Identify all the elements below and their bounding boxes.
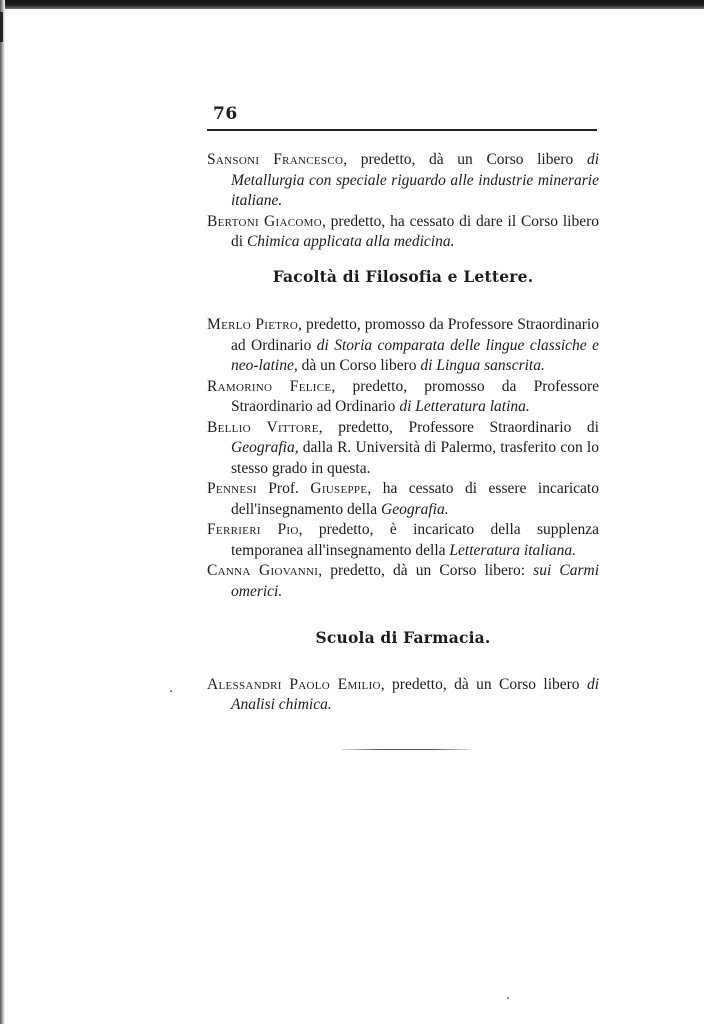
section-heading-pharmacy: Scuola di Farmacia. (315, 628, 491, 647)
entry-text: , predetto, dà un Corso libero (343, 151, 587, 168)
entry-name: Bertoni Giacomo (207, 212, 322, 230)
entry-sansoni (207, 150, 599, 212)
entry-bellio (207, 418, 599, 480)
entry-course-2: di Lingua sanscrita. (420, 357, 545, 374)
entry-course: di Analisi chimica. (231, 675, 599, 713)
entry-name: Pennesi (207, 480, 257, 497)
entry-alessandri (207, 675, 599, 716)
entry-ferrieri (207, 520, 599, 561)
entry-course: sui Carmi omerici. (231, 562, 600, 600)
entry-text: Prof. (256, 480, 311, 497)
section-heading-philosophy: Facoltà di Filosofia e Lettere. (272, 266, 534, 286)
scan-speck (170, 690, 172, 692)
entry-course: Geografia. (381, 500, 449, 518)
scan-top-edge (0, 0, 704, 9)
entry-text-2: dà un Corso libero (297, 357, 421, 374)
scan-binding-mark (0, 12, 3, 42)
entry-ramorino (207, 377, 599, 418)
entry-bertoni (207, 212, 599, 253)
entry-course: Geografia, (231, 439, 299, 456)
entry-name-2: Giuseppe (310, 480, 368, 497)
entry-course: di Metallurgia con speciale riguardo alle industrie minerarie italiane. (231, 151, 599, 209)
entry-course: Letteratura italiana. (449, 541, 577, 559)
entry-name: Bellio Vittore (207, 418, 319, 436)
entry-text: , predetto, promosso da Professore Straordinario ad Ordinario (231, 377, 599, 415)
entry-course: di Letteratura latina. (399, 398, 530, 415)
entry-name: Alessandri Paolo Emilio (207, 675, 381, 693)
entry-text: , predetto, dà un Corso libero (380, 675, 587, 693)
entry-name: Sansoni Francesco (207, 151, 344, 168)
entry-course: Chimica applicata alla medicina. (246, 233, 455, 250)
entry-name: Merlo Pietro (207, 316, 299, 333)
entry-text-2: , ha cessato di essere incaricato dell'insegnamento della (231, 480, 599, 518)
end-rule (342, 749, 470, 750)
entry-text: , predetto, dà un Corso libero: (318, 562, 534, 579)
header-rule (207, 129, 597, 131)
entry-pennesi (207, 479, 599, 520)
entry-text: , predetto, ha cessato di dare il Corso libero di (231, 212, 599, 250)
page-number: 76 (213, 104, 238, 124)
entry-text: , predetto, è incaricato della supplenza temporanea all'insegnamento della (231, 521, 599, 559)
entry-merlo (207, 315, 599, 377)
entry-text-2: dalla R. Università di Palermo, trasferito con lo stesso grado in questa. (231, 439, 599, 477)
entry-name: Canna Giovanni (207, 562, 319, 579)
entry-text: , predetto, Professore Straordinario di (318, 418, 599, 436)
entry-course: di Storia comparata delle lingue classiche e neo-latine, (231, 336, 599, 374)
entry-name: Ramorino Felice (207, 377, 332, 395)
page-body (207, 150, 599, 716)
entry-canna (207, 561, 599, 602)
scan-left-edge (0, 0, 5, 1024)
entry-text: , predetto, promosso da Professore Straordinario ad Ordinario (231, 316, 599, 354)
entry-name: Ferrieri Pio (207, 521, 299, 538)
scan-speck (507, 997, 509, 999)
